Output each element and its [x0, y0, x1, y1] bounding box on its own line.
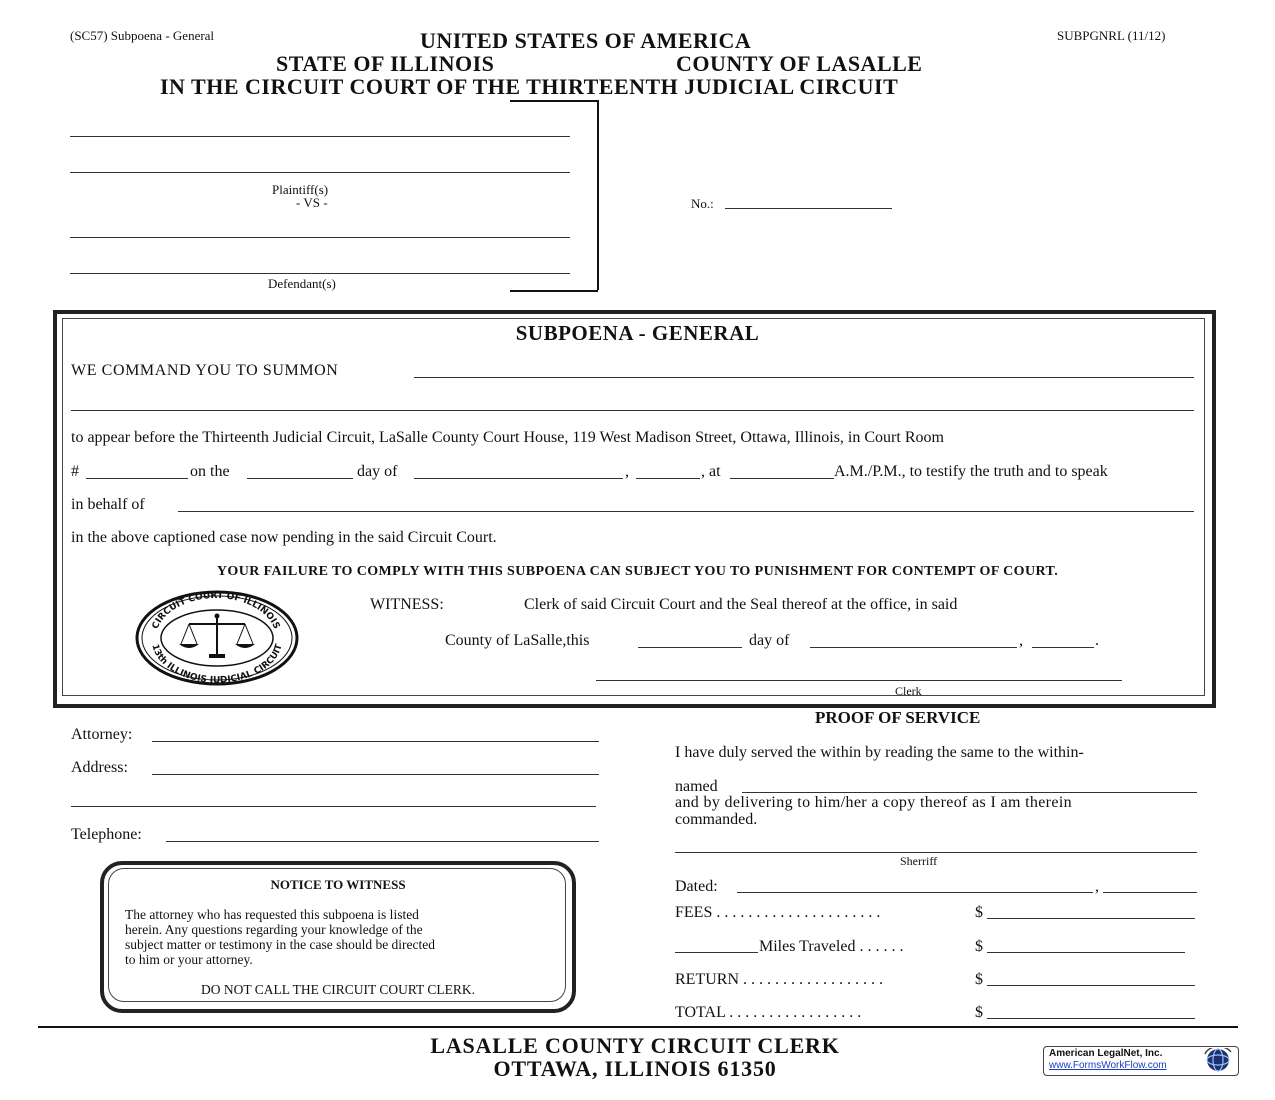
room-hash: # — [71, 463, 79, 480]
notice-title: NOTICE TO WITNESS — [270, 877, 406, 892]
caption-bracket-top — [510, 100, 598, 102]
return-label: RETURN . . . . . . . . . . . . . . . . . . — [675, 971, 883, 988]
clerk-signature-field[interactable] — [596, 680, 1122, 681]
dated-label: Dated: — [675, 878, 718, 895]
miles-dollar: $ — [975, 938, 983, 955]
room-number-field[interactable] — [86, 478, 188, 479]
witness-period: . — [1095, 632, 1099, 649]
behalf-label: in behalf of — [71, 496, 145, 513]
proof-served-text: I have duly served the within by reading the same to the within- — [675, 744, 1084, 761]
plaintiff-label: Plaintiff(s) — [272, 182, 329, 197]
witness-day-field[interactable] — [638, 647, 742, 648]
publisher-name: American LegalNet, Inc. — [1049, 1048, 1163, 1059]
day-of-label: day of — [357, 463, 398, 480]
header-county: COUNTY OF LASALLE — [676, 51, 923, 76]
plaintiff-line-1[interactable] — [70, 136, 570, 137]
command-label: WE COMMAND YOU TO SUMMON — [71, 362, 339, 379]
contempt-warning: YOUR FAILURE TO COMPLY WITH THIS SUBPOENA CAN SUBJECT YOU TO PUNISHMENT FOR CONTEMPT OF COURT. — [216, 564, 1059, 579]
footer-clerk: LASALLE COUNTY CIRCUIT CLERK — [430, 1033, 840, 1058]
proof-title: PROOF OF SERVICE — [815, 708, 981, 727]
witness-text: Clerk of said Circuit Court and the Seal thereof at the office, in said — [524, 596, 958, 613]
clerk-label: Clerk — [895, 684, 922, 698]
case-no-label: No.: — [691, 196, 714, 211]
globe-icon — [1201, 1048, 1235, 1072]
total-label: TOTAL . . . . . . . . . . . . . . . . . — [675, 1004, 862, 1021]
subpoena-title: SUBPOENA - GENERAL — [515, 321, 760, 345]
seal-top-textpath: CIRCUIT COURT OF ILLINOIS — [150, 590, 282, 631]
fees-field[interactable] — [987, 918, 1195, 919]
telephone-label: Telephone: — [71, 826, 142, 843]
witness-day-of-label: day of — [749, 632, 790, 649]
footer-address: OTTAWA, ILLINOIS 61350 — [493, 1056, 777, 1081]
behalf-field[interactable] — [178, 511, 1194, 512]
proof-commanded-text: commanded. — [675, 811, 758, 828]
notice-line-4: to him or your attorney. — [125, 952, 253, 967]
defendant-line-1[interactable] — [70, 237, 570, 238]
proof-delivering-text: and by delivering to him/her a copy thereof as I am therein — [675, 794, 1072, 811]
notice-do-not-call: DO NOT CALL THE CIRCUIT COURT CLERK. — [200, 982, 476, 997]
header-court: IN THE CIRCUIT COURT OF THE THIRTEENTH JUDICIAL CIRCUIT — [160, 74, 899, 99]
attorney-field[interactable] — [152, 741, 599, 742]
form-id: (SC57) Subpoena - General — [70, 28, 215, 43]
year-field[interactable] — [636, 478, 700, 479]
return-dollar: $ — [975, 971, 983, 988]
notice-line-3: subject matter or testimony in the case should be directed — [125, 937, 436, 952]
fees-label: FEES . . . . . . . . . . . . . . . . . . . . . — [675, 904, 881, 921]
county-this-label: County of LaSalle,this — [445, 632, 590, 649]
return-field[interactable] — [987, 985, 1195, 986]
sheriff-label: Sherriff — [900, 854, 938, 868]
total-dollar: $ — [975, 1004, 983, 1021]
summon-field-2[interactable] — [71, 410, 1194, 411]
proof-named-field[interactable] — [742, 792, 1197, 793]
day-field[interactable] — [247, 478, 353, 479]
witness-year-field[interactable] — [1032, 647, 1094, 648]
dated-field[interactable] — [737, 892, 1093, 893]
summon-field[interactable] — [414, 377, 1194, 378]
on-the-label: on the — [190, 463, 230, 480]
court-seal-icon — [134, 590, 300, 686]
dated-comma: , — [1095, 878, 1099, 895]
defendant-line-2[interactable] — [70, 273, 570, 274]
at-label: , at — [701, 463, 721, 480]
fees-dollar: $ — [975, 904, 983, 921]
telephone-field[interactable] — [166, 841, 599, 842]
witness-month-field[interactable] — [810, 647, 1017, 648]
dated-year-field[interactable] — [1103, 892, 1197, 893]
miles-field[interactable] — [987, 952, 1185, 953]
defendant-label: Defendant(s) — [268, 276, 336, 291]
proof-named-label: named — [675, 778, 718, 795]
ampm-label: A.M./P.M., to testify the truth and to speak — [834, 463, 1108, 480]
caption-bracket — [597, 100, 599, 290]
miles-label: Miles Traveled . . . . . . — [759, 938, 904, 955]
address-field-2[interactable] — [71, 806, 596, 807]
caption-bracket-bottom — [510, 290, 598, 292]
header-country: UNITED STATES OF AMERICA — [420, 28, 752, 53]
time-field[interactable] — [730, 478, 834, 479]
notice-line-1: The attorney who has requested this subpoena is listed — [125, 907, 419, 922]
appear-text: to appear before the Thirteenth Judicial Circuit, LaSalle County Court House, 119 West Madison Street, Ottawa, Illinois, in Court Room — [71, 429, 944, 446]
miles-count-field[interactable] — [675, 952, 758, 953]
publisher-link[interactable]: www.FormsWorkFlow.com — [1049, 1060, 1167, 1071]
plaintiff-line-2[interactable] — [70, 172, 570, 173]
case-no-field[interactable] — [725, 208, 892, 209]
footer-rule — [38, 1026, 1238, 1028]
address-field[interactable] — [152, 774, 599, 775]
seal-bottom-textpath: 13th ILLINOIS JUDICIAL CIRCUIT — [149, 643, 285, 686]
date-comma: , — [625, 463, 629, 480]
total-field[interactable] — [987, 1018, 1195, 1019]
form-code: SUBPGNRL (11/12) — [1057, 28, 1166, 43]
attorney-label: Attorney: — [71, 726, 133, 743]
witness-comma: , — [1019, 632, 1023, 649]
sheriff-signature-field[interactable] — [675, 852, 1197, 853]
pending-text: in the above captioned case now pending in the said Circuit Court. — [71, 529, 497, 546]
vs-label: - VS - — [296, 195, 328, 210]
notice-line-2: herein. Any questions regarding your knowledge of the — [125, 922, 423, 937]
address-label: Address: — [71, 759, 128, 776]
header-state: STATE OF ILLINOIS — [276, 51, 495, 76]
witness-label: WITNESS: — [370, 596, 444, 613]
month-field[interactable] — [414, 478, 623, 479]
